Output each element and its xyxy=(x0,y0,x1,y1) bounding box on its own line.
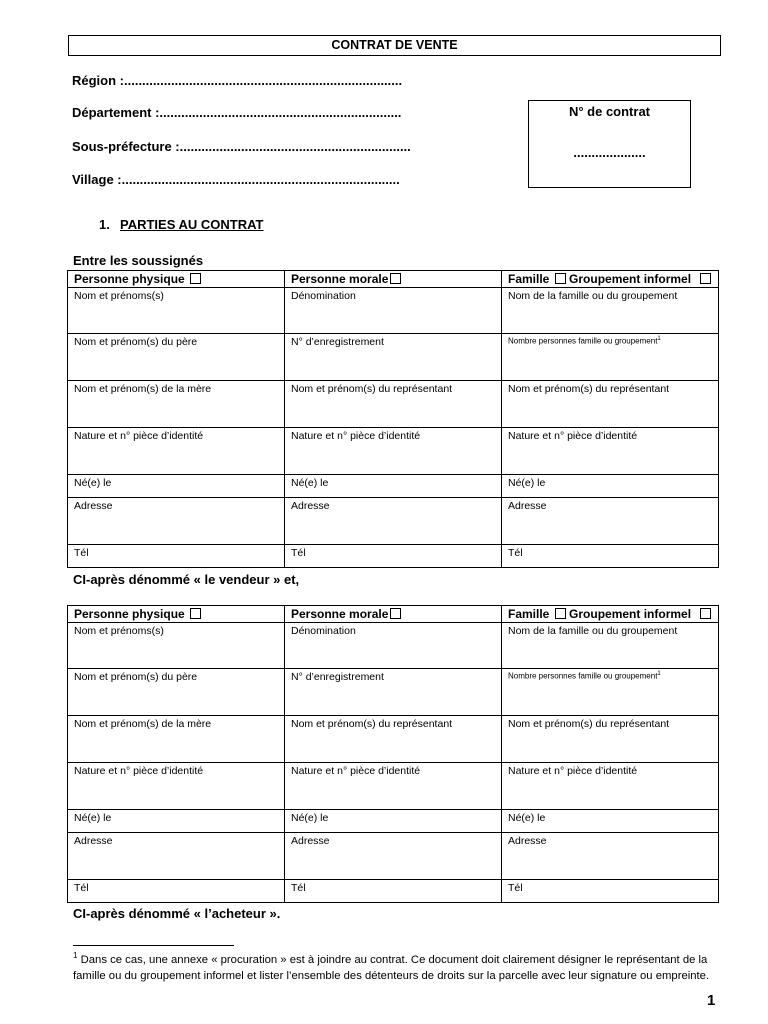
table-cell[interactable]: Nom et prénom(s) du représentant xyxy=(502,716,719,763)
table-cell[interactable]: Né(e) le xyxy=(68,810,285,833)
contract-number-box xyxy=(528,100,691,188)
header-label: Personne physique xyxy=(74,272,185,286)
table-cell[interactable]: Nom et prénom(s) de la mère xyxy=(68,381,285,428)
cell-text: Nombre personnes famille ou groupement xyxy=(508,336,658,346)
table-cell[interactable]: Nature et n° pièce d’identité xyxy=(502,763,719,810)
table-cell[interactable]: Nom et prénoms(s) xyxy=(68,623,285,669)
page-number: 1 xyxy=(707,992,716,1009)
field-village-dots: ............................................................................. xyxy=(121,172,400,187)
section-number: 1. xyxy=(99,217,110,232)
header-famille-groupement xyxy=(502,606,719,623)
footnote-ref: 1 xyxy=(657,671,661,677)
checkbox-icon[interactable] xyxy=(190,273,201,284)
field-departement-label: Département : xyxy=(72,105,160,120)
footnote-separator xyxy=(73,945,234,946)
header-label: Personne morale xyxy=(291,607,389,621)
header-famille-groupement xyxy=(502,271,719,288)
header-label: Personne morale xyxy=(291,272,389,286)
table-cell[interactable]: Nom de la famille ou du groupement xyxy=(502,288,719,334)
checkbox-icon[interactable] xyxy=(555,608,566,619)
table-cell[interactable] xyxy=(502,669,719,716)
table-cell[interactable]: Nature et n° pièce d’identité xyxy=(68,763,285,810)
table-cell[interactable]: Tél xyxy=(502,545,719,568)
field-departement xyxy=(72,105,401,120)
table-cell[interactable]: Tél xyxy=(502,880,719,903)
table-cell[interactable]: Nom et prénoms(s) xyxy=(68,288,285,334)
field-departement-dots: ................................................................... xyxy=(159,105,402,120)
table-cell[interactable]: Né(e) le xyxy=(285,810,502,833)
field-village xyxy=(72,172,400,187)
section-title: PARTIES AU CONTRAT xyxy=(120,217,264,232)
table-cell[interactable]: Nom et prénom(s) du père xyxy=(68,669,285,716)
header-label: Groupement informel xyxy=(569,272,692,286)
header-label: Famille xyxy=(508,607,550,621)
table-cell[interactable]: Nom de la famille ou du groupement xyxy=(502,623,719,669)
intro-text: Entre les soussignés xyxy=(73,253,204,268)
field-region xyxy=(72,73,402,88)
table-row xyxy=(68,880,719,903)
table-cell[interactable]: Nature et n° pièce d’identité xyxy=(68,428,285,475)
table-cell[interactable]: Nom et prénom(s) du père xyxy=(68,334,285,381)
table-row xyxy=(68,763,719,810)
table-row xyxy=(68,833,719,880)
buyer-caption: CI-après dénommé « l’acheteur ». xyxy=(73,906,281,921)
contract-number-label: N° de contrat xyxy=(568,104,651,119)
table-cell[interactable]: Tél xyxy=(68,545,285,568)
table-cell[interactable]: Nature et n° pièce d’identité xyxy=(502,428,719,475)
table-cell[interactable]: Tél xyxy=(285,545,502,568)
table-cell[interactable]: N° d’enregistrement xyxy=(285,669,502,716)
checkbox-icon[interactable] xyxy=(700,608,711,619)
field-sous-prefecture-dots: ................................................................ xyxy=(179,139,411,154)
table-cell[interactable]: Dénomination xyxy=(285,623,502,669)
table-row xyxy=(68,623,719,669)
table-header-row xyxy=(68,606,719,623)
field-sous-prefecture xyxy=(72,139,411,154)
table-cell[interactable]: Adresse xyxy=(502,498,719,545)
checkbox-icon[interactable] xyxy=(390,273,401,284)
table-cell[interactable]: Nature et n° pièce d’identité xyxy=(285,763,502,810)
footnote-ref: 1 xyxy=(657,336,661,342)
table-cell[interactable]: Né(e) le xyxy=(502,475,719,498)
header-label: Groupement informel xyxy=(569,607,692,621)
footnote xyxy=(73,948,721,984)
footnote-text: Dans ce cas, une annexe « procuration » est à joindre au contrat. Ce document doit clairement désigner le représentant de la famille ou du groupement informel et lister l’ensemble des détenteurs de droits sur la parcelle avec leur signature ou empreinte. xyxy=(73,953,710,982)
table-row xyxy=(68,545,719,568)
seller-table xyxy=(67,270,719,568)
checkbox-icon[interactable] xyxy=(390,608,401,619)
table-cell[interactable]: Adresse xyxy=(68,833,285,880)
table-row xyxy=(68,498,719,545)
table-row xyxy=(68,428,719,475)
checkbox-icon[interactable] xyxy=(190,608,201,619)
section-heading xyxy=(99,217,263,232)
table-row xyxy=(68,669,719,716)
table-cell[interactable]: Adresse xyxy=(285,498,502,545)
field-region-dots: ............................................................................. xyxy=(124,73,403,88)
document-title: CONTRAT DE VENTE xyxy=(68,35,721,56)
table-cell[interactable]: Tél xyxy=(285,880,502,903)
field-village-label: Village : xyxy=(72,172,122,187)
table-cell[interactable]: Nom et prénom(s) du représentant xyxy=(502,381,719,428)
table-row xyxy=(68,716,719,763)
checkbox-icon[interactable] xyxy=(555,273,566,284)
table-cell[interactable]: Tél xyxy=(68,880,285,903)
table-row xyxy=(68,288,719,334)
buyer-table xyxy=(67,605,719,903)
header-personne-morale xyxy=(285,271,502,288)
contract-number-dots: .................... xyxy=(573,145,646,160)
table-row xyxy=(68,334,719,381)
table-header-row xyxy=(68,271,719,288)
table-cell[interactable]: Né(e) le xyxy=(502,810,719,833)
table-row xyxy=(68,381,719,428)
table-cell[interactable]: Nom et prénom(s) du représentant xyxy=(285,716,502,763)
cell-text: Nombre personnes famille ou groupement xyxy=(508,671,658,681)
table-cell[interactable]: Né(e) le xyxy=(68,475,285,498)
table-row xyxy=(68,475,719,498)
table-cell[interactable]: N° d’enregistrement xyxy=(285,334,502,381)
header-personne-morale xyxy=(285,606,502,623)
table-cell[interactable]: Né(e) le xyxy=(285,475,502,498)
header-label: Famille xyxy=(508,272,550,286)
table-cell[interactable]: Adresse xyxy=(285,833,502,880)
table-cell[interactable]: Adresse xyxy=(68,498,285,545)
checkbox-icon[interactable] xyxy=(700,273,711,284)
header-label: Personne physique xyxy=(74,607,185,621)
table-cell[interactable]: Nom et prénom(s) de la mère xyxy=(68,716,285,763)
table-cell[interactable]: Adresse xyxy=(502,833,719,880)
table-cell[interactable]: Nom et prénom(s) du représentant xyxy=(285,381,502,428)
table-row xyxy=(68,810,719,833)
field-sous-prefecture-label: Sous-préfecture : xyxy=(72,139,180,154)
footnote-number: 1 xyxy=(73,951,78,960)
header-personne-physique xyxy=(68,606,285,623)
table-cell[interactable]: Dénomination xyxy=(285,288,502,334)
table-cell[interactable] xyxy=(502,334,719,381)
field-region-label: Région : xyxy=(72,73,124,88)
header-personne-physique xyxy=(68,271,285,288)
seller-caption: CI-après dénommé « le vendeur » et, xyxy=(73,572,300,587)
table-cell[interactable]: Nature et n° pièce d’identité xyxy=(285,428,502,475)
